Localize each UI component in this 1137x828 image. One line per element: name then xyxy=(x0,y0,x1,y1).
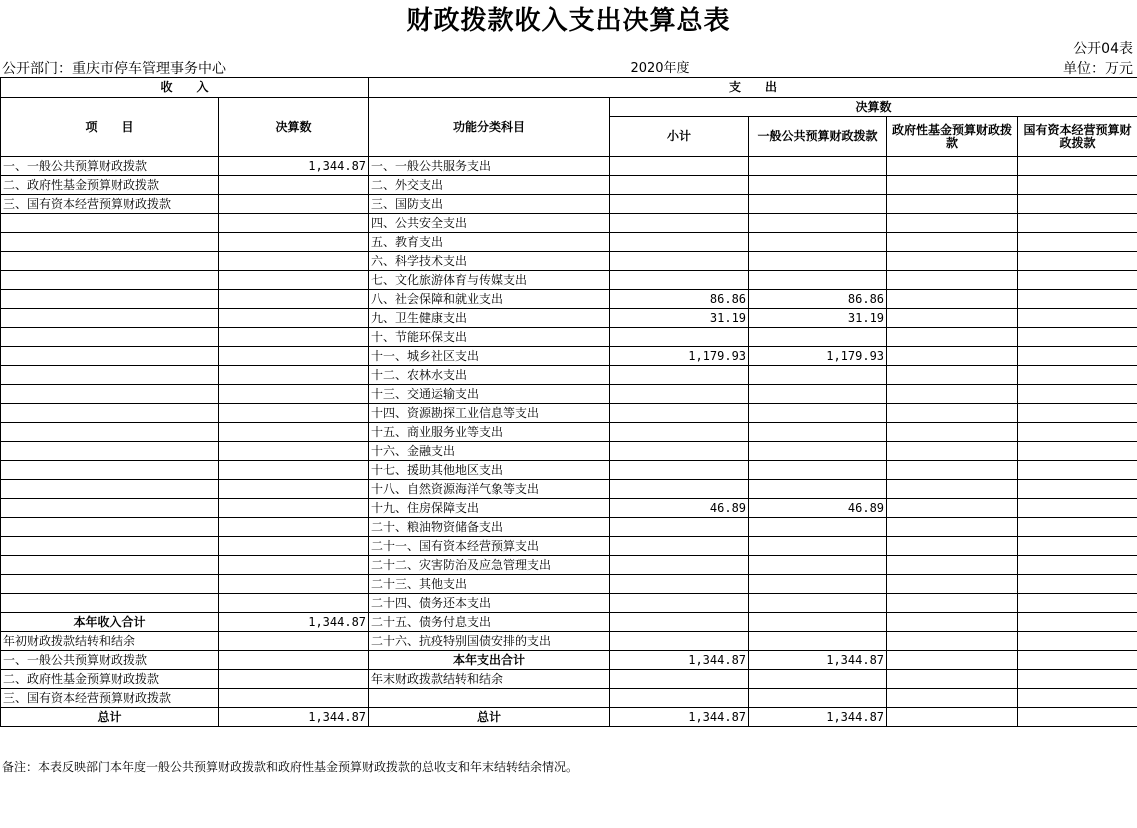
final-amount-header: 决算数 xyxy=(610,98,1137,117)
income-header: 收 入 xyxy=(1,78,369,98)
income-item-cell: 年初财政拨款结转和结余 xyxy=(1,632,219,651)
income-amount-cell xyxy=(219,328,369,347)
gov-fund-cell xyxy=(887,423,1018,442)
income-amount-cell xyxy=(219,499,369,518)
state-capital-cell xyxy=(1018,233,1137,252)
income-item-cell xyxy=(1,385,219,404)
state-capital-cell xyxy=(1018,347,1137,366)
income-item-cell xyxy=(1,328,219,347)
state-capital-cell xyxy=(1018,575,1137,594)
income-amount-cell xyxy=(219,556,369,575)
expense-item-cell: 七、文化旅游体育与传媒支出 xyxy=(369,271,610,290)
form-code: 公开04表 xyxy=(1073,41,1133,57)
year-label: 2020年度 xyxy=(630,61,690,76)
subtotal-cell xyxy=(610,423,749,442)
expense-item-cell: 二、外交支出 xyxy=(369,176,610,195)
expense-item-cell: 二十六、抗疫特别国债安排的支出 xyxy=(369,632,610,651)
expense-header: 支 出 xyxy=(369,78,1137,98)
state-capital-cell xyxy=(1018,195,1137,214)
expense-item-cell: 六、科学技术支出 xyxy=(369,252,610,271)
gov-fund-cell xyxy=(887,157,1018,176)
income-amount-cell xyxy=(219,366,369,385)
subtotal-cell xyxy=(610,157,749,176)
general-budget-cell xyxy=(749,632,887,651)
gov-fund-cell xyxy=(887,176,1018,195)
income-amount-cell xyxy=(219,480,369,499)
gov-fund-cell xyxy=(887,556,1018,575)
state-capital-cell xyxy=(1018,689,1137,708)
gov-fund-cell xyxy=(887,518,1018,537)
general-budget-cell: 1,179.93 xyxy=(749,347,887,366)
income-amount-cell xyxy=(219,252,369,271)
expense-item-cell: 二十二、灾害防治及应急管理支出 xyxy=(369,556,610,575)
table-row xyxy=(1,233,1137,252)
expense-item-cell: 二十四、债务还本支出 xyxy=(369,594,610,613)
expense-item-cell: 十七、援助其他地区支出 xyxy=(369,461,610,480)
table-row xyxy=(1,594,1137,613)
table-row xyxy=(1,423,1137,442)
income-item-cell: 二、政府性基金预算财政拨款 xyxy=(1,670,219,689)
state-capital-cell xyxy=(1018,385,1137,404)
gov-fund-cell xyxy=(887,670,1018,689)
income-item-cell xyxy=(1,271,219,290)
department-label: 公开部门：重庆市停车管理事务中心 xyxy=(2,61,226,77)
general-budget-cell: 46.89 xyxy=(749,499,887,518)
income-item-cell xyxy=(1,442,219,461)
state-capital-cell xyxy=(1018,670,1137,689)
table-row xyxy=(1,252,1137,271)
state-capital-cell xyxy=(1018,252,1137,271)
income-item-cell xyxy=(1,575,219,594)
expense-item-cell: 十六、金融支出 xyxy=(369,442,610,461)
general-budget-cell xyxy=(749,594,887,613)
subtotal-cell xyxy=(610,252,749,271)
gov-fund-cell xyxy=(887,366,1018,385)
general-budget-cell xyxy=(749,366,887,385)
income-item-cell: 一、一般公共预算财政拨款 xyxy=(1,651,219,670)
general-budget-cell xyxy=(749,480,887,499)
income-amount-cell xyxy=(219,233,369,252)
subtotal-cell xyxy=(610,632,749,651)
expense-item-cell: 二十、粮油物资储备支出 xyxy=(369,518,610,537)
expense-item-cell: 十一、城乡社区支出 xyxy=(369,347,610,366)
table-row xyxy=(1,480,1137,499)
gov-fund-cell xyxy=(887,328,1018,347)
table-row xyxy=(1,537,1137,556)
income-amount-cell xyxy=(219,594,369,613)
table-row xyxy=(1,385,1137,404)
income-amount-cell xyxy=(219,176,369,195)
income-item-cell xyxy=(1,594,219,613)
table-row xyxy=(1,404,1137,423)
general-budget-cell xyxy=(749,670,887,689)
gov-fund-cell xyxy=(887,442,1018,461)
subtotal-cell: 86.86 xyxy=(610,290,749,309)
state-capital-cell xyxy=(1018,518,1137,537)
state-capital-cell xyxy=(1018,176,1137,195)
income-item-cell xyxy=(1,347,219,366)
income-item-cell xyxy=(1,366,219,385)
income-amount-cell xyxy=(219,632,369,651)
table-row xyxy=(1,290,1137,309)
income-item-cell: 二、政府性基金预算财政拨款 xyxy=(1,176,219,195)
table-row xyxy=(1,157,1137,176)
footnote: 备注：本表反映部门本年度一般公共预算财政拨款和政府性基金预算财政拨款的总收支和年末结转结余情况。 xyxy=(2,760,579,774)
state-capital-cell xyxy=(1018,461,1137,480)
general-budget-cell xyxy=(749,271,887,290)
subtotal-cell xyxy=(610,442,749,461)
income-item-cell xyxy=(1,537,219,556)
expense-item-cell: 十九、住房保障支出 xyxy=(369,499,610,518)
gov-fund-cell xyxy=(887,252,1018,271)
general-budget-cell xyxy=(749,195,887,214)
state-capital-cell xyxy=(1018,556,1137,575)
income-item-cell: 本年收入合计 xyxy=(1,613,219,632)
subtotal-cell: 1,179.93 xyxy=(610,347,749,366)
table-row xyxy=(1,176,1137,195)
table-row xyxy=(1,518,1137,537)
income-amount-cell xyxy=(219,442,369,461)
subtotal-cell: 46.89 xyxy=(610,499,749,518)
gov-fund-cell xyxy=(887,347,1018,366)
subtotal-cell xyxy=(610,518,749,537)
table-row xyxy=(1,366,1137,385)
state-capital-cell xyxy=(1018,594,1137,613)
general-budget-cell: 1,344.87 xyxy=(749,708,887,727)
gov-fund-cell xyxy=(887,214,1018,233)
income-item-cell xyxy=(1,252,219,271)
budget-table xyxy=(0,77,1137,727)
general-budget-cell xyxy=(749,214,887,233)
subtotal-cell: 31.19 xyxy=(610,309,749,328)
gov-fund-cell xyxy=(887,309,1018,328)
expense-item-cell: 九、卫生健康支出 xyxy=(369,309,610,328)
amount-header: 决算数 xyxy=(219,98,369,157)
income-amount-cell xyxy=(219,423,369,442)
subtotal-cell xyxy=(610,404,749,423)
general-budget-cell xyxy=(749,423,887,442)
income-amount-cell xyxy=(219,347,369,366)
subtotal-header: 小计 xyxy=(610,117,749,157)
expense-item-cell: 十八、自然资源海洋气象等支出 xyxy=(369,480,610,499)
subtotal-cell xyxy=(610,176,749,195)
expense-item-cell: 十四、资源勘探工业信息等支出 xyxy=(369,404,610,423)
subtotal-cell xyxy=(610,328,749,347)
expense-item-cell: 十五、商业服务业等支出 xyxy=(369,423,610,442)
expense-item-cell: 二十三、其他支出 xyxy=(369,575,610,594)
general-budget-cell xyxy=(749,233,887,252)
income-item-cell xyxy=(1,423,219,442)
table-row xyxy=(1,499,1137,518)
subtotal-cell xyxy=(610,271,749,290)
income-amount-cell xyxy=(219,651,369,670)
state-capital-cell xyxy=(1018,442,1137,461)
item-header: 项 目 xyxy=(1,98,219,157)
general-budget-cell xyxy=(749,613,887,632)
general-budget-cell xyxy=(749,689,887,708)
income-amount-cell xyxy=(219,214,369,233)
income-amount-cell xyxy=(219,404,369,423)
func-class-header: 功能分类科目 xyxy=(369,98,610,157)
general-budget-cell xyxy=(749,461,887,480)
gov-fund-cell xyxy=(887,385,1018,404)
expense-item-cell: 二十五、债务付息支出 xyxy=(369,613,610,632)
expense-item-cell: 十三、交通运输支出 xyxy=(369,385,610,404)
income-amount-cell: 1,344.87 xyxy=(219,708,369,727)
general-budget-cell: 31.19 xyxy=(749,309,887,328)
income-amount-cell xyxy=(219,575,369,594)
state-capital-cell xyxy=(1018,499,1137,518)
income-item-cell: 三、国有资本经营预算财政拨款 xyxy=(1,689,219,708)
state-capital-cell xyxy=(1018,423,1137,442)
income-amount-cell: 1,344.87 xyxy=(219,157,369,176)
state-capital-cell xyxy=(1018,480,1137,499)
gov-fund-cell xyxy=(887,499,1018,518)
table-row xyxy=(1,271,1137,290)
income-item-cell xyxy=(1,499,219,518)
income-amount-cell: 1,344.87 xyxy=(219,613,369,632)
state-capital-cell xyxy=(1018,366,1137,385)
unit-label: 单位：万元 xyxy=(1063,61,1133,77)
state-capital-cell xyxy=(1018,651,1137,670)
table-row xyxy=(1,214,1137,233)
state-capital-cell xyxy=(1018,328,1137,347)
expense-item-cell: 本年支出合计 xyxy=(369,651,610,670)
income-item-cell xyxy=(1,233,219,252)
expense-item-cell xyxy=(369,689,610,708)
income-item-cell xyxy=(1,309,219,328)
table-row xyxy=(1,708,1137,727)
table-row xyxy=(1,195,1137,214)
subtotal-cell xyxy=(610,480,749,499)
expense-item-cell: 十、节能环保支出 xyxy=(369,328,610,347)
expense-item-cell: 五、教育支出 xyxy=(369,233,610,252)
subtotal-cell xyxy=(610,613,749,632)
table-row xyxy=(1,632,1137,651)
subtotal-cell xyxy=(610,575,749,594)
state-capital-cell xyxy=(1018,537,1137,556)
gov-fund-cell xyxy=(887,613,1018,632)
state-capital-cell xyxy=(1018,271,1137,290)
income-item-cell xyxy=(1,461,219,480)
income-item-cell: 总计 xyxy=(1,708,219,727)
table-row xyxy=(1,670,1137,689)
state-capital-cell xyxy=(1018,309,1137,328)
state-capital-cell xyxy=(1018,708,1137,727)
general-budget-cell: 1,344.87 xyxy=(749,651,887,670)
table-row xyxy=(1,613,1137,632)
gov-fund-cell xyxy=(887,233,1018,252)
gov-fund-cell xyxy=(887,271,1018,290)
expense-item-cell: 年末财政拨款结转和结余 xyxy=(369,670,610,689)
income-amount-cell xyxy=(219,385,369,404)
gov-fund-cell xyxy=(887,195,1018,214)
state-capital-cell xyxy=(1018,157,1137,176)
state-capital-cell xyxy=(1018,290,1137,309)
income-item-cell xyxy=(1,290,219,309)
table-row xyxy=(1,347,1137,366)
general-budget-cell xyxy=(749,518,887,537)
state-capital-cell xyxy=(1018,214,1137,233)
general-budget-cell xyxy=(749,537,887,556)
gov-fund-cell xyxy=(887,575,1018,594)
subtotal-cell xyxy=(610,689,749,708)
expense-item-cell: 八、社会保障和就业支出 xyxy=(369,290,610,309)
table-row xyxy=(1,442,1137,461)
general-budget-cell xyxy=(749,176,887,195)
table-row xyxy=(1,328,1137,347)
gov-fund-header: 政府性基金预算财政拨款 xyxy=(887,117,1018,157)
general-budget-cell xyxy=(749,404,887,423)
subtotal-cell xyxy=(610,233,749,252)
table-row xyxy=(1,651,1137,670)
gov-fund-cell xyxy=(887,537,1018,556)
general-budget-cell xyxy=(749,252,887,271)
gov-fund-cell xyxy=(887,594,1018,613)
expense-item-cell: 十二、农林水支出 xyxy=(369,366,610,385)
general-budget-cell xyxy=(749,385,887,404)
gov-fund-cell xyxy=(887,480,1018,499)
general-budget-cell: 86.86 xyxy=(749,290,887,309)
state-capital-header: 国有资本经营预算财政拨款 xyxy=(1018,117,1137,157)
gov-fund-cell xyxy=(887,708,1018,727)
table-row xyxy=(1,461,1137,480)
table-row xyxy=(1,309,1137,328)
gov-fund-cell xyxy=(887,632,1018,651)
table-row xyxy=(1,575,1137,594)
income-item-cell xyxy=(1,518,219,537)
subtotal-cell xyxy=(610,385,749,404)
expense-item-cell: 总计 xyxy=(369,708,610,727)
subtotal-cell xyxy=(610,556,749,575)
income-amount-cell xyxy=(219,670,369,689)
subtotal-cell: 1,344.87 xyxy=(610,708,749,727)
table-row xyxy=(1,689,1137,708)
gov-fund-cell xyxy=(887,290,1018,309)
gov-fund-cell xyxy=(887,461,1018,480)
income-amount-cell xyxy=(219,195,369,214)
income-item-cell xyxy=(1,556,219,575)
subtotal-cell xyxy=(610,537,749,556)
table-row xyxy=(1,556,1137,575)
general-budget-cell xyxy=(749,556,887,575)
subtotal-cell: 1,344.87 xyxy=(610,651,749,670)
general-budget-cell xyxy=(749,157,887,176)
state-capital-cell xyxy=(1018,632,1137,651)
general-budget-cell xyxy=(749,328,887,347)
income-item-cell: 一、一般公共预算财政拨款 xyxy=(1,157,219,176)
income-item-cell xyxy=(1,480,219,499)
income-amount-cell xyxy=(219,461,369,480)
expense-item-cell: 三、国防支出 xyxy=(369,195,610,214)
general-budget-cell xyxy=(749,442,887,461)
expense-item-cell: 二十一、国有资本经营预算支出 xyxy=(369,537,610,556)
state-capital-cell xyxy=(1018,404,1137,423)
general-budget-cell xyxy=(749,575,887,594)
subtotal-cell xyxy=(610,594,749,613)
gov-fund-cell xyxy=(887,651,1018,670)
subtotal-cell xyxy=(610,461,749,480)
subtotal-cell xyxy=(610,366,749,385)
income-item-cell: 三、国有资本经营预算财政拨款 xyxy=(1,195,219,214)
subtotal-cell xyxy=(610,195,749,214)
general-budget-header: 一般公共预算财政拨款 xyxy=(749,117,887,157)
income-item-cell xyxy=(1,404,219,423)
state-capital-cell xyxy=(1018,613,1137,632)
income-amount-cell xyxy=(219,689,369,708)
expense-item-cell: 四、公共安全支出 xyxy=(369,214,610,233)
subtotal-cell xyxy=(610,670,749,689)
gov-fund-cell xyxy=(887,404,1018,423)
income-amount-cell xyxy=(219,271,369,290)
income-amount-cell xyxy=(219,518,369,537)
gov-fund-cell xyxy=(887,689,1018,708)
subtotal-cell xyxy=(610,214,749,233)
income-item-cell xyxy=(1,214,219,233)
income-amount-cell xyxy=(219,290,369,309)
income-amount-cell xyxy=(219,309,369,328)
expense-item-cell: 一、一般公共服务支出 xyxy=(369,157,610,176)
page-title: 财政拨款收入支出决算总表 xyxy=(406,6,731,36)
income-amount-cell xyxy=(219,537,369,556)
